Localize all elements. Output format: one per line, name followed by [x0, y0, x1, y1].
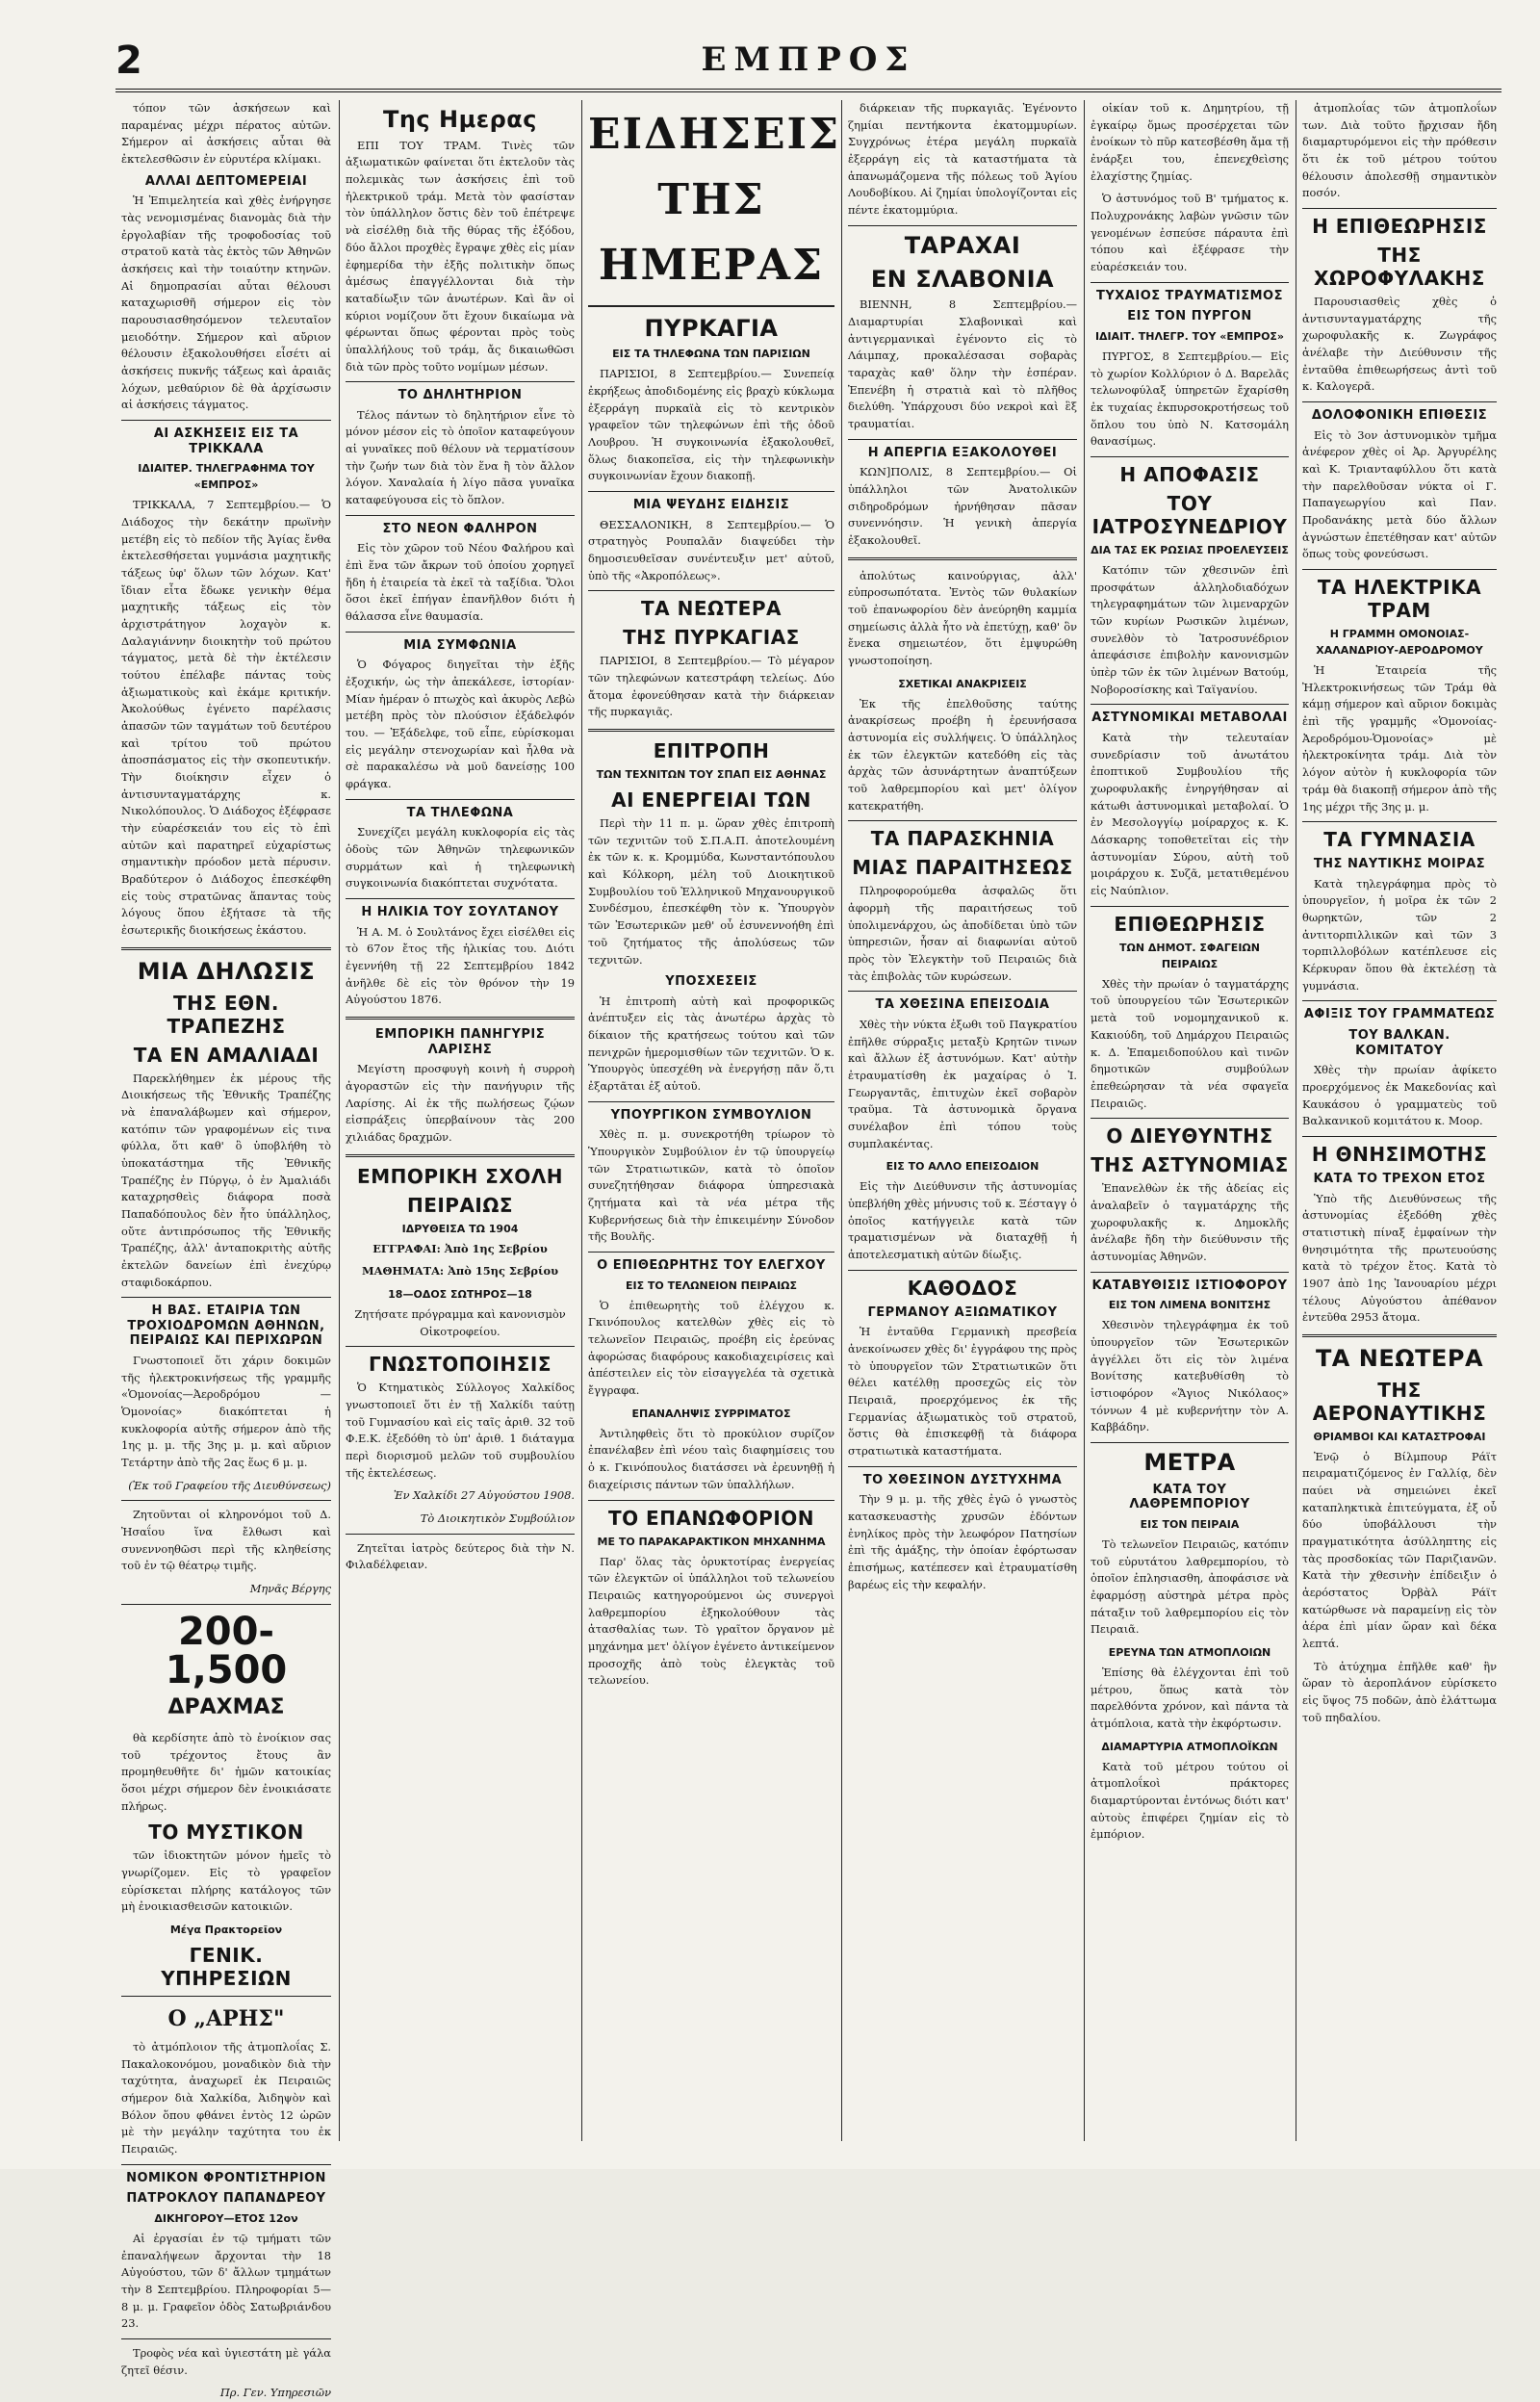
column-heading: Της Ημερας: [382, 106, 538, 133]
article-subheading: ΤΗΣ ΧΩΡΟΦΥΛΑΚΗΣ: [1314, 244, 1485, 291]
article-heading: ΥΠΟΥΡΓΙΚΟΝ ΣΥΜΒΟΥΛΙΟΝ: [610, 1107, 812, 1123]
article-subheading: ΙΔΙΑΙΤΕΡ. ΤΗΛΕΓΡΑΦΗΜΑ ΤΟΥ «ΕΜΠΡΟΣ»: [138, 462, 315, 492]
article-text: ἀτμοπλοΐας τῶν ἀτμοπλοΐων των. Διὰ τοῦτο ᾔρχισαν ἤδη διαμαρτυρόμενοι εἰς τὴν πρόθεσιν ὅτι ἐκ τοῦ μέτρου τούτου θέλουσιν ἀπολεσθῇ σημαντικὸν ποσόν.: [1302, 101, 1497, 200]
article-text: Κατὰ τοῦ μέτρου τούτου οἱ ἀτμοπλοΐκοὶ πράκτορες διαμαρτύρονται ἐντόνως διότι κατ' αὐτοὺς ἐπιφέρει ζημίαν εἰς τὸ ἐμπόριον.: [1091, 1759, 1289, 1842]
article-heading: ΚΑΤΑΒΥΘΙΣΙΣ ΙΣΤΙΟΦΟΡΟΥ: [1091, 1278, 1288, 1293]
ad-text: θὰ κερδίσητε ἀπὸ τὸ ἐνοίκιον σας τοῦ τρέχοντος ἔτους ἂν προμηθευθῆτε δι' ἡμῶν κατοικίας ὅσοι μέχρι σήμερον δὲν ἐνοικιάσατε πλήρως.: [121, 1730, 331, 1813]
article-text: Κατὰ τηλεγράφημα πρὸς τὸ ὑπουργεῖον, ἡ μοῖρα ἐκ τῶν 2 θωρηκτῶν, τῶν 2 ἀντιτορπιλλικῶν καὶ τῶν 3 τορπιλλοβόλων κατέπλευσε εἰς Κέρκυραν ὅπου θὰ ἐκτελέσῃ τὰ γυμνάσια.: [1302, 876, 1497, 993]
article-heading: ΤΟ ΧΘΕΣΙΝΟΝ ΔΥΣΤΥΧΗΜΑ: [862, 1472, 1063, 1487]
article-heading: Ο ΔΙΕΥΘΥΝΤΗΣ: [1106, 1124, 1273, 1149]
article-text: Ἡ Α. Μ. ὁ Σουλτάνος ἔχει εἰσέλθει εἰς τὸ 67ον ἔτος τῆς ἡλικίας του. Διότι ἐγεννήθη τῇ 22 Σεπτεμβρίου 1842 ἀνῆλθε δὲ εἰς τὸν θρόνον τὴν 19 Αὐγούστου 1876.: [346, 924, 575, 1007]
article-heading: ΤΟ ΔΗΛΗΤΗΡΙΟΝ: [398, 388, 523, 403]
article-text: Ἐπίσης θὰ ἐλέγχονται ἐπὶ τοῦ μέτρου, ὅπως κατὰ τὸν παρελθόντα χρόνον, καὶ πάντα τὰ ἀτμόπλοια, κατὰ τὴν ἐκφόρτωσιν.: [1091, 1666, 1289, 1731]
ad-ship-name: Ο „ΑΡΗΣ": [167, 2006, 285, 2031]
article-text: Εἰς τὴν Διεύθυνσιν τῆς ἀστυνομίας ὑπεβλήθη χθὲς μήνυσις τοῦ κ. Ξέσταγγ ὁ ὁποῖος κατήγγειλε κατὰ τῶν τραματισμένων νὰ διαταχθῇ ἡ ἀποτελεσματικὴ αὐτῶν δίωξις.: [848, 1179, 1077, 1262]
notice-text: Ζητεῖται ἰατρὸς δεύτερος διὰ τὴν Ν. Φιλαδέλφειαν.: [346, 1540, 575, 1572]
article-text: Ἡ ἐνταῦθα Γερμανικὴ πρεσβεία ἀνεκοίνωσεν χθὲς δι' ἐγγράφου της πρὸς τὸ ὑπουργεῖον τῶν Στρατιωτικῶν ὅτι θέλει κατέλθῃ προσεχῶς εἰς τὸν Πειραιᾶ, προερχόμενος ἐκ τῆς Γερμανίας ἀξιωματικὸς τοῦ στρατοῦ, ὅστις θὰ ἐπισκεφθῇ τὰ διάφορα στρατιωτικὰ καταστήματα.: [848, 1325, 1077, 1459]
ad-heading: ΓΕΝΙΚ. ΥΠΗΡΕΣΙΩΝ: [161, 1944, 292, 1990]
page-number: 2: [116, 39, 142, 83]
ad-heading: ΝΟΜΙΚΟΝ ΦΡΟΝΤΙΣΤΗΡΙΟΝ: [126, 2170, 326, 2185]
column-3: [581, 100, 840, 2141]
column-2: [339, 100, 580, 2141]
notice-signature: (Ἐκ τοῦ Γραφείου τῆς Διευθύνσεως): [128, 1478, 331, 1492]
article-text: Ἡ Ἐπιμελητεία καὶ χθὲς ἐνήργησε τὰς νενομισμένας διανομὰς διὰ τὴν ἐργολαβίαν τῆς τροφοδοσίας τοῦ στρατοῦ κατὰ τὰς ἐκτὸς τῶν Ἀθηνῶν ἀσκήσεις καὶ τὴν τοιαύτην κτηνῶν. Αἱ δημοπρασίαι αὗται θέλουσι καταχωρισθῆ σήμερον εἰς τὸν παρουσιασθησόμενον τελευταῖον μειοδότην. Σήμερον καὶ αὔριον θέλουσιν ἐξακολουθήσει εἶσέτι αἱ ἀσκήσεις πυκνῆς τάξεως καὶ ἀραιᾶς λόχων, μεθαύριον δὲ θὰ ἀρχίσωσιν αἱ ἀσκήσεις τάγματος.: [121, 194, 331, 412]
notice-heading: ΓΝΩΣΤΟΠΟΙΗΣΙΣ: [369, 1353, 552, 1377]
article-heading: ΤΑ ΠΑΡΑΣΚΗΝΙΑ: [870, 827, 1055, 851]
article-subheading: ΤΟΥ ΙΑΤΡΟΣΥΝΕΔΡΙΟΥ: [1091, 491, 1288, 538]
notice-signature: Τὸ Διοικητικὸν Συμβούλιον: [420, 1511, 575, 1526]
article-text: Κατόπιν τῶν χθεσινῶν ἐπὶ προσφάτων ἀλληλοδιαδόχων τηλεγραφημάτων τῶν λιμεναρχῶν τῶν κυρίων Ρωσικῶν λιμένων, συνελθὸν τὸ Ἰατροσυνέδριον ἀπεφάσισε ἐπιβολὴν κανονισμῶν ὑπὲρ τῶν ἐκ τῶν λιμένων Βατούμ, Νοβοροσίσκης καὶ Ταϊγανίου.: [1091, 563, 1289, 696]
article-subheading: ΚΑΤΑ ΤΟ ΤΡΕΧΟΝ ΕΤΟΣ: [1313, 1171, 1486, 1186]
newspaper-title: ΕΜΠΡΟΣ: [701, 40, 916, 79]
article-heading: ΤΑ ΧΘΕΣΙΝΑ ΕΠΕΙΣΟΔΙΑ: [875, 997, 1050, 1013]
ad-amount: 200-1,500: [165, 1609, 288, 1692]
ad-heading: ΤΟ ΜΥΣΤΙΚΟΝ: [148, 1821, 304, 1845]
columns: [116, 100, 1502, 2400]
article-heading: Η ΘΝΗΣΙΜΟΤΗΣ: [1311, 1142, 1488, 1166]
notice-date: Ἐν Χαλκίδι 27 Αὐγούστου 1908.: [393, 1488, 575, 1503]
article-subheading: ΣΧΕΤΙΚΑΙ ΑΝΑΚΡΙΣΕΙΣ: [898, 677, 1027, 690]
ad-registration: ΕΓΓΡΑΦΑΙ: Ἀπὸ 1ης Σεβρίου: [372, 1241, 548, 1255]
article-subheading: ΤΗΣ ΕΘΝ. ΤΡΑΠΕΖΗΣ: [167, 991, 286, 1038]
article-heading: ΤΑ ΝΕΩΤΕΡΑ: [641, 597, 782, 621]
ad-text: τῶν ἰδιοκτητῶν μόνον ἡμεῖς τὸ γνωρίζομεν. Εἰς τὸ γραφεῖον εὑρίσκεται πλήρης κατάλογος τῶν μὴ ἐνοικιασθεισῶν κατοικιῶν.: [121, 1848, 331, 1914]
ad-subheading: ΠΕΙΡΑΙΩΣ: [406, 1193, 514, 1217]
article-heading: ΤΑΡΑΧΑΙ: [904, 231, 1021, 259]
article-text: ἀπολύτως καινούργιας, ἀλλ' εὐπροσωπότατα. Ἐντὸς τῶν θυλακίων τοῦ ἐπανωφορίου δὲν ἀνεύρηθη καμμία σημείωσις ἀλλὰ ἦτο νὰ ἐπετύχῃ, καθ' ὃν ἔνεκα σημειωτέον, ὅτι ἐμψυρώθη γνωστοποίηση.: [848, 568, 1077, 667]
article-text: Παρεκλήθημεν ἐκ μέρους τῆς Διοικήσεως τῆς Ἐθνικῆς Τραπέζης νὰ ἐπαναλάβωμεν καὶ σήμερον, κατόπιν τῶν γραφομένων εἰς τινα φύλλα, ὅτι καθ' ὃ ὑποβλήθη τὸ ὑποκατάστημα τῆς Ἐθνικῆς Τραπέζης ἐν Πύργῳ, ὁ ἐν Ἀμαλιάδι καταχρησθεὶς διάφορα ποσὰ Παπαδόπουλος δὲν ἦτο ὑπάλληλος, οὔτε ἀντιπρόσωπος τῆς Ἐθνικῆς Τραπέζης, ἀλλ' ἀνταποκριτὴς αὐτῆς ἐκτελῶν δανείων ἐπὶ ἐνεχύρῳ σταφιδοκάρπου.: [121, 1071, 331, 1289]
article-text: Ἀντιληφθεὶς ὅτι τὸ προκύλιον συρίζον ἐπανέλαβεν ἐπὶ νέου ταὶς διαφημίσεις του ὁ κ. Γκινόπουλος διατάσσει νὰ ἐρευνηθῇ ἡ διαχείρισις πάντων τῶν ὑπαλλήλων.: [588, 1426, 834, 1491]
article-subheading: ΔΙΑ ΤΑΣ ΕΚ ΡΩΣΙΑΣ ΠΡΟΕΛΕΥΣΕΙΣ: [1091, 543, 1289, 556]
article-subheading: ΜΕ ΤΟ ΠΑΡΑΚΑΡΑΚΤΙΚΟΝ ΜΗΧΑΝΗΜΑ: [597, 1535, 826, 1548]
article-heading: ΑΦΙΞΙΣ ΤΟΥ ΓΡΑΜΜΑΤΕΩΣ: [1303, 1007, 1496, 1022]
article-heading: ΕΜΠΟΡΙΚΗ ΠΑΝΗΓΥΡΙΣ ΛΑΡΙΣΗΣ: [374, 1026, 546, 1057]
article-text: τόπον τῶν ἀσκήσεων καὶ παραμένας μέχρι πέρατος αὐτῶν. Σήμερον αἱ ἀσκήσεις αὗται θὰ ἐκτελεσθῶσιν ἐν εὐρυτέρα κλίμακι.: [121, 101, 331, 167]
article-heading: ΠΥΡΚΑΓΙΑ: [644, 314, 779, 342]
article-subheading: ΤΩΝ ΤΕΧΝΙΤΩΝ ΤΟΥ ΣΠΑΠ ΕΙΣ ΑΘΗΝΑΣ: [596, 768, 827, 782]
article-text: Πληροφορούμεθα ἀσφαλῶς ὅτι ἀφορμὴ τῆς παραιτήσεως τοῦ ὑπολιμενάρχου, ὡς ἀποδίδεται ὑπὸ τῶν ὑπηρεσιῶν, ἦσαν αἱ διαφωνίαι αὐτοῦ πρὸς τὸν Ἐλεγκτὴν τοῦ Πειραιῶς διὰ τὰς ἐπιβολὰς τῶν κυρώσεων.: [848, 884, 1077, 983]
article-subheading: ΕΙΣ ΤΟ ΤΕΛΩΝΕΙΟΝ ΠΕΙΡΑΙΩΣ: [625, 1278, 798, 1292]
notice-text: Τροφὸς νέα καὶ ὑγιεστάτη μὲ γάλα ζητεῖ θέσιν.: [121, 2346, 331, 2377]
article-subheading: ΑΙ ΕΝΕΡΓΕΙΑΙ ΤΩΝ: [611, 788, 811, 813]
article-heading: ΑΛΛΑΙ ΔΕΠΤΟΜΕΡΕΙΑΙ: [144, 173, 308, 189]
article-text: Παρουσιασθεὶς χθὲς ὁ ἀντισυνταγματάρχης τῆς χωροφυλακῆς κ. Ζωγράφος ἀνέλαβε τὴν Διεύθυνσιν τῆς ἐνταῦθα ἐπιθεωρήσεως ἀντὶ τοῦ κ. Καλογερᾶ.: [1302, 295, 1497, 394]
article-text: ΘΕΣΣΑΛΟΝΙΚΗ, 8 Σεπτεμβρίου.— Ὁ στρατηγὸς Ρουπαλᾶν διαψεύδει τὴν δημοσιευθεῖσαν συνέντευξιν μετ' αὐτοῦ, ὑπὸ τῆς «Ἀκροπόλεως».: [588, 517, 834, 582]
notice-signature: Πρ. Γεν. Υπηρεσιῶν: [219, 2386, 331, 2400]
article-subheading: ΤΗΣ ΝΑΥΤΙΚΗΣ ΜΟΙΡΑΣ: [1313, 857, 1486, 872]
article-text: Συνεχίζει μεγάλη κυκλοφορία εἰς τὰς ὁδοὺς τῶν Ἀθηνῶν τηλεφωνικῶν συρμάτων καὶ ἡ τηλεφωνικὴ συγκοινωνία διακόπτεται συχνότατα.: [346, 825, 575, 891]
ad-lessons: ΜΑΘΗΜΑΤΑ: Ἀπὸ 15ης Σεβρίου: [362, 1264, 558, 1278]
article-subheading: ΤΑ ΕΝ ΑΜΑΛΙΑΔΙ: [133, 1043, 320, 1067]
article-text: Ἐκ τῆς ἐπελθοῦσης ταύτης ἀνακρίσεως προέβη ἡ ἐρευνήσασα ἀστυνομία εἰς συλλήψεις. Ὁ ὑπάλληλος ἐκ τῶν ἐλεγκτῶν κατεδόθη εἰς τὰς ἀρχὰς τῶν ἀσυνάρτητων ἀναπτύξεων τοῦ λαθρεμπορίου καὶ μετ' ὀλίγον κατεκρατήθη.: [848, 696, 1077, 813]
article-text: Εἰς τὸ 3ον ἀστυνομικὸν τμῆμα ἀνέφερον χθὲς οἱ Ἀρ. Ἀργυρέλης καὶ Κ. Τριανταφύλλου ὅτι κατὰ τὴν παρελθοῦσαν νύκτα οἱ Γ. Παπαγεωργίου καὶ Παν. Προδανάκης μετὰ δύο ἄλλων ἀγνώστων ἐπετέθησαν κατ' αὐτῶν ὅπως τοὺς φονεύσωσι.: [1302, 427, 1497, 561]
article-text: Ὑπὸ τῆς Διευθύνσεως τῆς ἀστυνομίας ἐξεδόθη χθὲς στατιστικὴ πίναξ ἐμφαίνων τὴν θνησιμότητα τῆς πρωτευούσης κατὰ τὸ τρέχον ἔτος. Κατὰ τὸ 1907 ἀπὸ 1ης Ἰανουαρίου μέχρι τέλους Αὐγούστου ἀπέθανον ἐντεῦθα 2953 ἄτομα.: [1302, 1191, 1497, 1325]
article-text: Χθὲς τὴν πρωίαν ἀφίκετο προερχόμενος ἐκ Μακεδονίας καὶ Καυκάσου ὁ γραμματεὺς τοῦ Βαλκανικοῦ κομιτάτου κ. Μοορ.: [1302, 1063, 1497, 1128]
ad-founded: ΙΔΡΥΘΕΙΣΑ ΤΩ 1904: [401, 1222, 519, 1235]
ad-subheading: ΔΙΚΗΓΟΡΟΥ—ΕΤΟΣ 12ον: [154, 2211, 298, 2225]
article-subheading: ΕΙΣ ΤΟΝ ΠΥΡΓΟΝ: [1127, 309, 1252, 324]
article-heading: ΜΙΑ ΣΥΜΦΩΝΙΑ: [403, 637, 517, 653]
article-text: Μεγίστη προσφυγὴ κοινὴ ἡ συρροὴ ἀγοραστῶν εἰς τὴν πανήγυριν τῆς Λαρίσης. Αἱ ἐκ τῆς πωλήσεως ζῴων εἰσπράξεις ὑπερβαίνουν τὰς 200 χιλιάδας δραχμῶν.: [346, 1062, 575, 1144]
article-heading: ΕΠΙΘΕΩΡΗΣΙΣ: [1114, 912, 1266, 936]
article-subheading: ΤΗΣ ΑΣΤΥΝΟΜΙΑΣ: [1091, 1153, 1289, 1177]
notice-heading: Η ΒΑΣ. ΕΤΑΙΡΙΑ ΤΩΝ ΤΡΟΧΙΟΔΡΟΜΩΝ ΑΘΗΝΩΝ, ΠΕΙΡΑΙΩΣ ΚΑΙ ΠΕΡΙΧΩΡΩΝ: [127, 1304, 325, 1349]
article-text: Ὁ Φόγαρος διηγεῖται τὴν ἑξῆς ἐξοχικήν, ὡς τὴν ἀπεκάλεσε, ἱστορίαν· Μίαν ἡμέραν ὁ πτωχὸς καὶ ἀκυρὸς Λεβὼ μετέβη πρὸς τὸν πλούσιον ἐξάδελφόν του. — Ἐξάδελφε, τοῦ εἶπε, εὑρίσκομαι εἰς μεγάλην στενοχωρίαν καὶ ἦλθα νὰ σὲ παρακαλέσω νὰ μοῦ δανείσῃς 100 φράγκα.: [346, 658, 575, 791]
article-text: Χθὲς π. μ. συνεκροτήθη τρίωρον τὸ Ὑπουργικὸν Συμβούλιον ἐν τῷ ὑπουργείῳ τῶν Στρατιωτικῶν, κατὰ τὸ ὁποῖον συνεζητήθησαν διάφορα ὑπηρεσιακὰ ζητήματα καὶ τὰ νέα μέτρα τῆς Κυβερνήσεως διὰ τὴν ἐπικειμένην Σύνοδον τῆς Βουλῆς.: [588, 1127, 834, 1244]
article-subheading: ΕΡΕΥΝΑ ΤΩΝ ΑΤΜΟΠΛΟΙΩΝ: [1108, 1645, 1271, 1659]
column-4: [841, 100, 1083, 2141]
article-heading: ΤΑ ΤΗΛΕΦΩΝΑ: [406, 805, 514, 820]
ad-subheading: ΠΑΤΡΟΚΛΟΥ ΠΑΠΑΝΔΡΕΟΥ: [126, 2191, 326, 2207]
article-text: Χθεσινὸν τηλεγράφημα ἐκ τοῦ ὑπουργεῖον τῶν Ἐσωτερικῶν ἀγγέλλει ὅτι εἰς τὸν λιμένα Βονίτσης κατεβυθίσθη τὸ ἱστιοφόρον «Ἅγιος Νικόλαος» τόννων 4 μὲ κυβερνήτην τὸν Α. Καββάδην.: [1091, 1318, 1289, 1434]
ad-text: Ζητήσατε πρόγραμμα καὶ κανονισμὸν Οἰκοτροφείου.: [354, 1306, 566, 1338]
article-text: Τὴν 9 μ. μ. τῆς χθὲς ἐγῶ ὁ γνωστὸς κατασκευαστὴς χρυσῶν ἐδόντων ἐνηλίκος πρὸς τὴν λεωφόρον Πατησίων ἐπὶ τῆς ἁμάξης, τὴν ὁποίαν ἐφόρτωσαν ἐπισήμως, κατέπεσεν καὶ ἐτραυματίσθη βαρέως εἰς τὴν κεφαλήν.: [848, 1492, 1077, 1591]
article-subheading: ΤΗΣ ΑΕΡΟΝΑΥΤΙΚΗΣ: [1312, 1378, 1487, 1425]
article-subheading: ΕΙΣ ΤΑ ΤΗΛΕΦΩΝΑ ΤΩΝ ΠΑΡΙΣΙΩΝ: [612, 348, 810, 361]
article-subheading: ΙΔΙΑΙΤ. ΤΗΛΕΓΡ. ΤΟΥ «ΕΜΠΡΟΣ»: [1094, 329, 1285, 343]
article-text: Ἐπανελθὼν ἐκ τῆς ἀδείας εἰς ἀναλαβεῖν ὁ ταγματάρχης τῆς χωροφυλακῆς κ. Δημοκλῆς ἀνέλαβε ἤδη τὴν διεύθυνσιν τῆς ἀστυνομίας Ἀθηνῶν.: [1091, 1181, 1289, 1263]
article-heading: Η ΑΠΕΡΓΙΑ ΕΞΑΚΟΛΟΥΘΕΙ: [867, 445, 1058, 460]
ad-address: 18—ΟΔΟΣ ΣΩΤΗΡΟΣ—18: [388, 1287, 532, 1301]
article-text: ΠΑΡΙΣΙΟΙ, 8 Σεπτεμβρίου.— Συνεπείᾳ ἐκρήξεως ἀποδιδομένης εἰς βραχὺ κύκλωμα ἐξερράγη πυρκαϊὰ εἰς τὸ κεντρικὸν γραφεῖον τῶν τηλεφώνων ἐπὶ τῆς ὁδοῦ Λουβρου. Ἡ συγκοινωνία ἐξακολουθεῖ, ὅλως διακοπεῖσα, εἰς τὴν τηλεφωνικὴν συγκοινωνίαν ἔχουν διακοπῇ.: [588, 367, 834, 483]
article-text: ΠΥΡΓΟΣ, 8 Σεπτεμβρίου.— Εἰς τὸ χωρίον Κολλύριον ὁ Δ. Βαρελᾶς τελωνοφύλαξ ὑπηρετῶν ἔχαρίσθη ἐκ τυχαίας ἐκπυρσοκροτήσεως τοῦ ὅπλου του ὑπὸ Ν. Κατσομάλη θανασίμως.: [1091, 349, 1289, 449]
article-text: ΕΠΙ ΤΟΥ ΤΡΑΜ. Τινὲς τῶν ἀξιωματικῶν φαίνεται ὅτι ἐκτελοῦν τὰς πολεμικὰς των ἀσκήσεις ἐπὶ τοῦ ἠλεκτρικοῦ τράμ. Μετὰ τὸν φασίσταν τὸν ὑπάλληλον ὅστις δὲν τοῦ ἐπέτρεψε νὰ εἰσέλθῃ διὰ τῆς θύρας τῆς ἐξόδου, δύο ἄλλοι προχθὲς ἔγραψε χθὲς εἰς μίαν ἐφημερίδα τὴν ἐξῆς πολιτικὴν ὅπως ἀμέσως ἐπαγγέλλονται διὰ τὴν καταδίωξιν τῶν ἀνωτέρων. Καὶ ἂν οἱ κύριοι νομίζουν ὅτι ἔχουν δικαίωμα νὰ φέρωνται ὅπως φέρονται πρὸς τοὺς ὑπαλλήλους τοῦ τράμ, ἄς δικαιωθῶσι διὰ τῶν πρὸς τοῦτο νομίμων μέσων.: [346, 138, 575, 374]
article-text: Ἐνῷ ὁ Βίλμπουρ Ράϊτ πειραματιζόμενος ἐν Γαλλίᾳ, δὲν παύει νὰ σημειώνει ἐκεῖ καταπληκτικὰ ἐπιτεύγματα, ἐξ οὗ δύο ὑποβάλλουσι τὴν πραγματικότητα ἀσύλληπτης εἰς τὰς προσδοκίας τῶν Παριζιανῶν. Κατὰ τὴν χθεσινὴν ἐπίδειξιν ὁ ἀερόστατος Ὀρβὰλ Ράϊτ κατώρθωσε νὰ παραμείνῃ εἰς τὸν ἀέρα ἐπὶ μίαν ὥραν καὶ δέκα λεπτά.: [1302, 1449, 1497, 1651]
article-subheading: Η ΓΡΑΜΜΗ ΟΜΟΝΟΙΑΣ-ΧΑΛΑΝΔΡΙΟΥ-ΑΕΡΟΔΡΟΜΟΥ: [1316, 628, 1483, 658]
article-heading: ΑΙ ΑΣΚΗΣΕΙΣ ΕΙΣ ΤΑ ΤΡΙΚΚΑΛΑ: [153, 426, 299, 456]
article-heading: Η ΗΛΙΚΙΑ ΤΟΥ ΣΟΥΛΤΑΝΟΥ: [361, 905, 559, 920]
article-subheading: ΕΙΣ ΤΟΝ ΛΙΜΕΝΑ ΒΟΝΙΤΣΗΣ: [1108, 1299, 1271, 1312]
article-heading: ΜΙΑ ΨΕΥΔΗΣ ΕΙΔΗΣΙΣ: [632, 498, 790, 513]
article-heading: ΚΑΘΟΔΟΣ: [907, 1276, 1018, 1300]
article-subheading: ΕΠΑΝΑΛΗΨΙΣ ΣΥΡΡΙΜΑΤΟΣ: [631, 1407, 791, 1420]
article-text: Χθὲς τὴν νύκτα ἐξωθι τοῦ Παγκρατίου ἐπῆλθε σύρραξις μεταξὺ Κρητῶν τινων καὶ ἄλλων ἐξ ἀστυνόμων. Κατ' αὐτὴν ἐτραυματίσθη ἐκ μαχαίρας ὁ Ἱ. Γεωργαντᾶς, ἐπιτυχὼν ἐκεῖ σοβαρὸν τραῦμα. Τὰ ἀστυνομικὰ ὄργανα συνέλαβον ἐπὶ τόπου τοὺς συμπλακέντας.: [848, 1018, 1077, 1150]
article-subheading: ΓΕΡΜΑΝΟΥ ΑΞΙΩΜΑΤΙΚΟΥ: [867, 1304, 1058, 1320]
ad-subheading: Μέγα Πρακτορεῖον: [169, 1923, 283, 1936]
article-text: Ὁ ἐπιθεωρητὴς τοῦ ἐλέγχου κ. Γκινόπουλος κατελθὼν χθὲς εἰς τὸ τελωνεῖον Πειραιῶς, προέβη εἰς ἐρεύνας ἀφορώσας διαφόρους κακοδιαχειρίσεις καὶ ἀπέστειλεν εἰς τὸν εἰσαγγελέα τὰ σχετικὰ ἔγγραφα.: [588, 1298, 834, 1398]
article-text: οἰκίαν τοῦ κ. Δημητρίου, τῇ ἐγκαίρῳ ὅμως προσέρχεται τῶν ἐνοίκων τὸ πῦρ κατεσβέσθη ἄμα τῇ ἐνάρξει του, ἐπενεχθεὶσης ἐλαχίστης ζημίας.: [1091, 101, 1289, 183]
article-text: Τὸ τελωνεῖον Πειραιῶς, κατόπιν τοῦ εὐρυτάτου λαθρεμπορίου, τὸ ὁποῖον ἐπλησιασθη, ἀποφάσισε νὰ ἐφαρμόσῃ αὐστηρὰ μέτρα πρὸς πάταξιν τοῦ λαθρεμπορίου εἰς τὸν Πειραιᾶ.: [1091, 1537, 1289, 1637]
article-subheading: ΚΑΤΑ ΤΟΥ ΛΑΘΡΕΜΠΟΡΙΟΥ: [1129, 1482, 1250, 1512]
article-subheading: ΕΙΣ ΤΟ ΑΛΛΟ ΕΠΕΙΣΟΔΙΟΝ: [886, 1160, 1040, 1174]
article-heading: ΣΤΟ ΝΕΟΝ ΦΑΛΗΡΟΝ: [382, 521, 538, 536]
article-text: ΠΑΡΙΣΙΟΙ, 8 Σεπτεμβρίου.— Τὸ μέγαρον τῶν τηλεφώνων κατεστράφη τελείως. Δύο ἄτομα ἐφονεύθησαν κατὰ τὴν διάρκειαν τῆς πυρκαγιᾶς.: [588, 654, 834, 719]
column-5: [1084, 100, 1295, 2141]
article-text: ΒΙΕΝΝΗ, 8 Σεπτεμβρίου.— Διαμαρτυρίαι Σλαβονικαὶ καὶ ἀντιγερμανικαὶ ἐγένοντο εἰς τὸ Λάιμπαχ, προκαλέσασαι σοβαρὰς ταραχὰς καθ' ὅλην τὴν ἑσπέραν. Ἐπενέβη ἡ στρατιὰ καὶ τὸ πλῆθος διελύθη. Ὑπάρχουσι δύο νεκροὶ καὶ ἓξ τραυματίαι.: [848, 297, 1077, 430]
article-subheading: ΔΙΑΜΑΡΤΥΡΙΑ ΑΤΜΟΠΛΟΪΚΩΝ: [1101, 1740, 1278, 1753]
article-text: Παρ' ὅλας τὰς ὀρυκτοτίρας ἐνεργείας τῶν ἐλεγκτῶν οἱ ὑπάλληλοι τοῦ τελωνείου Πειραιῶς κατηγορούμενοι ὡς συνεργοὶ λαθρεμπορίου ἐξηκολούθουν τὰς ἀτασθαλίας των. Τὸ γραῖτον ὄργανον μὲ μηχάνημα μετ' ὀλίγον ἐγένετο ἀντικείμενον προσοχῆς ἀπὸ τοὺς ἐλεγκτὰς τοῦ τελωνείου.: [588, 1554, 834, 1688]
article-subheading: ΕΙΣ ΤΟΝ ΠΕΙΡΑΙΑ: [1140, 1517, 1240, 1531]
article-heading: ΜΙΑ ΔΗΛΩΣΙΣ: [137, 957, 316, 985]
article-text: Κατὰ τὴν τελευταίαν συνεδρίασιν τοῦ ἀνωτάτου ἐποπτικοῦ Συμβουλίου τῆς χωροφυλακῆς ἐνηργήθησαν αἱ κάτωθι ἀστυνομικαὶ μεταβολαί. Ὁ ἐν Μεσολογγίῳ μοίραρχος κ. Κ. Δάσκαρης τοποθετεῖται εἰς τὴν ἀστυνομίαν Σύρου, αὐτὴ τοῦ μοιράρχου κ. Συζᾶ, μετατιθεμένου εἰς Ναύπλιον.: [1091, 731, 1289, 898]
article-text: Χθὲς τὴν πρωίαν ὁ ταγματάρχης τοῦ ὑπουργείου τῶν Ἐσωτερικῶν μετὰ τοῦ νομομηχανικοῦ κ. Κακιούδη, τοῦ Δημάρχου Πειραιῶς κ. Δ. Ἐπαμειδοπούλου καὶ τινῶν δημοτικῶν συμβούλων ἐπεθεώρησαν τὰ νέα σφαγεῖα Πειραιῶς.: [1091, 976, 1289, 1110]
masthead: [116, 37, 1502, 92]
column-6: [1296, 100, 1502, 2141]
article-heading: ΔΟΛΟΦΟΝΙΚΗ ΕΠΙΘΕΣΙΣ: [1311, 408, 1488, 424]
article-subheading: ΤΟΥ ΒΑΛΚΑΝ. ΚΟΜΙΤΑΤΟΥ: [1348, 1028, 1450, 1058]
ad-text: Αἱ ἐργασίαι ἐν τῷ τμήματι τῶν ἐπαναλήψεων ἄρχονται τὴν 18 Αὐγούστου, τῶν δ' ἄλλων τμημάτων τὴν 8 Σεπτεμβρίου. Πληροφορίαι 5—8 μ. μ. Γραφεῖον ὁδὸς Σατωβριάνδου 23.: [121, 2232, 331, 2331]
section-banner: ΕΙΔΗΣΕΙΣ ΤΗΣ ΗΜΕΡΑΣ: [588, 100, 834, 307]
article-heading: ΤΥΧΑΙΟΣ ΤΡΑΥΜΑΤΙΣΜΟΣ: [1096, 288, 1283, 303]
article-heading: ΕΠΙΤΡΟΠΗ: [653, 739, 770, 763]
article-text: Ὁ ἀστυνόμος τοῦ Β' τμήματος κ. Πολυχρονάκης λαβὼν γνῶσιν τῶν γενομένων ἐσπεύσε πάραυτα ἐπὶ τόπου καὶ ἐξέφρασε τὴν εὐαρέσκειάν του.: [1091, 192, 1289, 274]
article-text: διάρκειαν τῆς πυρκαγιᾶς. Ἐγένοντο ζημίαι πεντήκοντα ἑκατομμυρίων. Συγχρόνως ἑτέρα μεγάλη πυρκαϊὰ ἐξερράγη εἰς τὰ καταστήματα τὰ ἀπανωμάζομενα τῆς πόλεως τοῦ Ἁγίου Λουδοβίκου. Αἱ ζημίαι ὑπολογίζονται εἰς πέντε ἑκατομμύρια.: [848, 101, 1077, 218]
article-heading: Η ΕΠΙΘΕΩΡΗΣΙΣ: [1312, 215, 1487, 239]
article-text: ΤΡΙΚΚΑΛΑ, 7 Σεπτεμβρίου.— Ὁ Διάδοχος τὴν δεκάτην πρωϊνὴν μετέβη εἰς τὸ πεδίον τῆς Ἀγίας ἔνθα ἐκτελεσθήσεται γυμνάσια μαχητικῆς τάξεως ὑφ' ὅλων τῶν λόχων. Κατ' ἴδιαν εἶτα ἔδωκε γενικὴν θέμα μαχητικῆς τάξεως εἰς τὸν ἀρχιστράτηγον λοχαγὸν κ. Δαλαγιάννην διοικητὴν τοῦ πρώτου τάγματος, μετὰ δὲ τὴν ἐκτέλεσιν τούτου ἐπέλαβε πάντας τοὺς ἀξιωματικοὺς καὶ ἐκάμε κριτικήν. Ἀκολούθως ἐγένετο παρέλασις ἁπασῶν τῶν ταγμάτων τοῦ δευτέρου καὶ τρίτου τοῦ πρώτου ἀποσπάσματος εἰς τὴν σκοπευτικήν. Τὴν διοίκησιν εἶχεν ὁ ἀντισυνταγματάρχης κ. Νικολόπουλος. Ὁ Διάδοχος ἐξέφρασε τὴν εὐαρέσκειάν του εἰς τὸ ἐπὶ αὐτῶν καὶ παρατηρεῖ εὐχαρίστως σημαντικὴν πρόοδον μετὰ πέρυσιν. Βραδύτερον ὁ Διάδοχος ἐπεσκέφθη εἰς τοὺς στρατῶνας ἅπαντας τοὺς λόγους ὅπου ἐξήτασε τὰ τῆς ἐσωτερικῆς διοικήσεως ἑκάστου.: [121, 498, 331, 938]
article-text: Εἰς τὸν χῶρον τοῦ Νέου Φαλήρου καὶ ἐπὶ ἕνα τῶν ἄκρων τοῦ ὁποίου χορηγεῖ ἤδη ἡ ἐταιρεία τὰ ἐκεῖ τὰ ταξίδια. Ὅλοι ὅσοι ἐκεῖ ἐπήγαν ἐπανῆλθον διότι ἡ θάλασσα εἶνε θαυμασία.: [346, 541, 575, 624]
notice-text: Γνωστοποιεῖ ὅτι χάριν δοκιμῶν τῆς ἠλεκτροκινήσεως τῆς γραμμῆς «Ὁμονοίας—Ἀεροδρόμου — Ὁμονοίας» διακόπτεται ἡ κυκλοφορία αὐτῆς σήμερον ἀπὸ τῆς 1ης μ. μ. τῆς 3ης μ. μ. καὶ αὔριον Τετάρτην ἀπὸ τῆς 2ας ἕως 6 μ. μ.: [121, 1354, 331, 1470]
ad-text: τὸ ἀτμόπλοιον τῆς ἀτμοπλοΐας Σ. Πακαλοκονόμου, μοναδικὸν διὰ τὴν ταχύτητα, ἀναχωρεῖ ἐκ Πειραιῶς σήμερον διὰ Χαλκίδα, Ἀιδηψὸν καὶ Βόλον ὅπου φθάνει ἐντὸς 12 ὡρῶν μὲ τὴν μεγάλην ταχύτητα του ἐκ Πειραιῶς.: [121, 2040, 331, 2157]
article-text: Ἡ ἐπιτροπὴ αὐτὴ καὶ προφορικῶς ἀνέπτυξεν εἰς τὰς ἀνωτέρω ἀρχὰς τὸ δίκαιον τῆς κρατήσεως τούτου καὶ τῶν πενιχρῶν ἡμερομισθίων τῶν τεχνιτῶν. Ὁ κ. Ὑπουργὸς ὑπεσχέθη νὰ ἐνεργήσῃ πᾶν ὅ,τι ἐξαρτᾶται ἐξ αὐτοῦ.: [588, 994, 834, 1094]
article-text: Τέλος πάντων τὸ δηλητήριον εἶνε τὸ μόνον μέσον εἰς τὸ ὁποῖον καταφεύγουν αἱ γυναῖκες ποῦ θέλουν νὰ τερματίσουν τὴν ζωήν των διὰ τὸν ἕνα ἢ τὸν ἄλλον λόγον. Χαναλαία ἡ λίγο πᾶσα γυναῖκα καταφεύγουσα εἰς τὸ ὅπλον.: [346, 407, 575, 507]
article-heading: ΤΟ ΕΠΑΝΩΦΟΡΙΟΝ: [607, 1506, 815, 1530]
article-subheading: ΜΙΑΣ ΠΑΡΑΙΤΗΣΕΩΣ: [852, 856, 1073, 880]
ad-heading: ΕΜΠΟΡΙΚΗ ΣΧΟΛΗ: [357, 1164, 563, 1188]
column-1: [116, 100, 337, 2400]
notice-text: Ζητοῦνται οἱ κληρονόμοι τοῦ Δ. Ἠσαΐου ἵνα ἔλθωσι καὶ συνεννοηθῶσι περὶ τῆς κληθείσης τοῦ ἐν τῷ θέατρῳ τιμῆς.: [121, 1508, 331, 1573]
article-text: Τὸ ἀτύχημα ἐπῆλθε καθ' ἣν ὥραν τὸ ἀεροπλάνον εὑρίσκετο εἰς ὕψος 75 ποδῶν, ἀπὸ ἐλάττωμα τοῦ πηδαλίου.: [1302, 1659, 1497, 1724]
article-heading: ΜΕΤΡΑ: [1143, 1448, 1236, 1476]
article-heading: Ο ΕΠΙΘΕΩΡΗΤΗΣ ΤΟΥ ΕΛΕΓΧΟΥ: [597, 1258, 826, 1274]
article-subheading: ΘΡΙΑΜΒΟΙ ΚΑΙ ΚΑΤΑΣΤΡΟΦΑΙ: [1313, 1430, 1486, 1443]
notice-text: Ὁ Κτηματικὸς Σύλλογος Χαλκίδος γνωστοποιεῖ ὅτι ἐν τῇ Χαλκίδι ταύτῃ τοῦ Γυμνασίου καὶ εἰς ταῖς ἀριθ. 32 τοῦ Φ.Ε.Κ. ἐξεδόθη τὸ ὑπ' ἀριθ. 1 διάταγμα περὶ διορισμοῦ μελῶν τοῦ συμβουλίου τῆς ἐκτελέσεως.: [346, 1381, 575, 1480]
article-text: Ἡ Ἑταιρεία τῆς Ἠλεκτροκινήσεως τῶν Τράμ θὰ κάμῃ σήμερον καὶ αὔριον δοκιμὰς ἐπὶ τῆς γραμμῆς «Ὁμονοίας-Ἀεροδρόμου-Ὁμονοίας» μὲ ἠλεκτροκίνητα τράμ. Διὰ τὸν λόγον αὐτὸν ἡ κυκλοφορία τῶν τράμ θὰ διακοπῇ σήμερον ἀπὸ τῆς 1ης μέχρι τῆς 3ης μ. μ.: [1302, 663, 1497, 814]
article-heading: Η ΑΠΟΦΑΣΙΣ: [1119, 462, 1260, 486]
notice-signature: Μηνᾶς Βέργης: [249, 1582, 331, 1596]
article-heading: ΤΑ ΗΛΕΚΤΡΙΚΑ ΤΡΑΜ: [1317, 576, 1482, 623]
article-text: ΚΩΝ]ΠΟΛΙΣ, 8 Σεπτεμβρίου.— Οἱ ὑπάλληλοι τῶν Ἀνατολικῶν σιδηροδρόμων ἠρνήθησαν πᾶσαν συνεννόησιν. Ἡ γενικὴ ἀπεργία ἐξακολουθεῖ.: [848, 465, 1077, 547]
ad-unit: ΔΡΑΧΜΑΣ: [167, 1694, 285, 1719]
article-subheading: ΕΝ ΣΛΑΒΟΝΙΑ: [870, 265, 1055, 293]
article-subheading: ΤΩΝ ΔΗΜΟΤ. ΣΦΑΓΕΙΩΝ ΠΕΙΡΑΙΩΣ: [1119, 941, 1260, 970]
article-heading: ΑΣΤΥΝΟΜΙΚΑΙ ΜΕΤΑΒΟΛΑΙ: [1091, 710, 1288, 726]
article-heading: ΤΑ ΝΕΩΤΕΡΑ: [1315, 1344, 1484, 1372]
article-heading: ΥΠΟΣΧΕΣΕΙΣ: [665, 974, 757, 990]
article-text: Περὶ τὴν 11 π. μ. ὥραν χθὲς ἐπιτροπὴ τῶν τεχνιτῶν τοῦ Σ.Π.Α.Π. ἀποτελουμένη ἐκ τῶν κ. κ. Κρομμύδα, Κωνσταντόπουλου καὶ Κόλκορη, μέλη τοῦ Διοικητικοῦ Συμβουλίου τοῦ Ἑλληνικοῦ Μηχανουργικοῦ Συνδέσμου, ἐπεσκέφθη τὸν κ. Ὑπουργὸν τῶν Ἐσωτερικῶν μεθ' οὗ ἐσυνεννοήθη ἐπὶ τοῦ ζητήματος τῆς ἀπολύσεως τῶν τεχνιτῶν.: [588, 816, 834, 967]
article-subheading: ΤΗΣ ΠΥΡΚΑΓΙΑΣ: [623, 626, 800, 650]
article-heading: ΤΑ ΓΥΜΝΑΣΙΑ: [1323, 828, 1476, 852]
